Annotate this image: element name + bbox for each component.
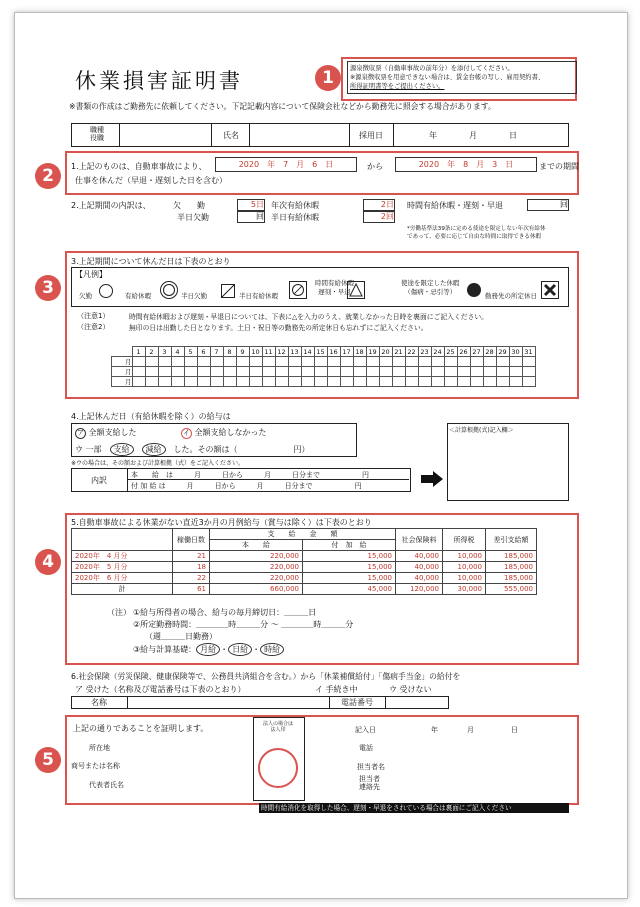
calendar-cell[interactable]	[223, 357, 236, 367]
calendar-cell[interactable]	[431, 367, 444, 377]
calendar-cell[interactable]	[392, 367, 405, 377]
calendar-cell[interactable]	[392, 357, 405, 367]
calendar-cell[interactable]	[301, 377, 314, 387]
calendar-cell[interactable]	[366, 377, 379, 387]
section3-lead: 3.上記期間について休んだ日は下表のとおり	[71, 257, 231, 266]
calendar-day-header: 18	[353, 347, 366, 357]
calendar-cell[interactable]	[262, 367, 275, 377]
footer-bar: 時間有給消化を取得した場合、遅刻・早退をされている場合は裏面にご記入ください	[259, 803, 569, 813]
calendar	[111, 346, 536, 387]
seal-circle[interactable]	[258, 748, 298, 788]
calendar-cell[interactable]	[184, 377, 197, 387]
name-label: 氏名	[223, 131, 239, 140]
calendar-cell[interactable]	[327, 367, 340, 377]
section4-lead: 4.上記休んだ日（有給休暇を除く）の給与は	[71, 412, 231, 421]
calendar-day-header: 2	[145, 347, 158, 357]
calendar-day-header: 24	[431, 347, 444, 357]
calendar-cell[interactable]	[288, 377, 301, 387]
form-page: 休業損害証明書 1 源泉徴収票（自動車事故の前年分）を添付してください。 ※源泉徴収票を用意できない場合は、賃金台帳の写し、雇用契約書、 所得証明書等をご提出ください。 ※書類の作成はご勤務先に依頼してください。下記記載内容について保険会社などから勤務先に照会する場合があります。 職種 役職 氏名 採用日 年 月 日 2 1.上記のものは、自動車事故により、 2020 年 7 月 6 日 から 2020 年 8 月 3 日 までの期間 仕事を休んだ（早退・遅刻した日を含む） 2.上記期間の内訳は、 欠 勤 5日 半日欠勤 回 年次有給休暇 2日 半日有給休暇 2回 時間有給休暇・遅刻・早退 回 *労働基準法39条に定める使途を限定しない年次有給休 であって、必要に応じて自由な時間に取得できる休暇 3 3.上記期間について休んだ日は下表のとおり 【凡例】 欠勤 有給休暇 半日欠勤 半日有給休暇 時間有給休暇 遅刻・早退 使途を限定した休暇 （傷病・忌引等） 勤務先の所定休日 （注意1） 時間有給休暇および遅刻・早退日については、下表に△を入力のうえ、就業しなかった日時を裏面にご記入ください。 （注意2） 無印の日は出勤した日となります。土日・祝日等の勤務先の所定休日も忘れずにご記入ください。 1 2 3 4 5 6 7 8 9 10 11 12 13 14 15 16 17 18 19 20 21 22 23 24 25 26 27 28 29 30 31 月 月 月 4.上記休んだ日（有給休暇を除く）の給与は ア 全額支給した イ 全額支給しなかった ウ 一部 支給 減給 した。その額は（ 円） ※ウの場合は、その額および計算根拠（式）をご記入ください。 内訳 本 給 は 月 日から 月 日分まで 円 付 加 給 は 月 日から 月 日分まで 円 ＜計算根拠(式)記入欄＞ 4 5.自動車事故による休業がない直近3か月の月例給与（賞与は除く）は下表のとおり 稼働日数 支 給 金 額 社会保険料 所得税 差引支給額 本 給 付 加 給 2020年 4 月分 21 220,000 15,000 40,000 10,000 185,000 2020年 5 月分 18 220,000 15,000 40,000 10,000 185,000 2020年 6 月分 22 220,000 15,000 40,000 10,000 185,000 計 61 660,000 45,000 120,000 30,000 555,000 （注） ①給与所得者の場合、給与の毎月締切日：＿＿＿日 ②所定勤務時間：＿＿＿＿時＿＿＿分 ～ ＿＿＿＿時＿＿＿分 （週＿＿＿日勤務） ③給与計算基礎： 月給 ・ 日給 ・ 時給 6.社会保険（労災保険、健康保険等で、公務員共済組合を含む。）から「休業補償給付」「傷病手当金」の給付を ア 受けた（名称及び電話番号は下表のとおり） イ 手続き中 ウ 受けない 名称 電話番号 5 上記の通りであることを証明します。 所在地 商号または名称 代表者氏名 法人の場合は 法人印 記入日 年 月 日 電話 担当者名 担当者 連絡先 時間有給消化を取得した場合、遅刻・早退をされている場合は裏面にご記入ください	[14, 12, 628, 899]
salary-cell-extra[interactable]: 15,000	[303, 551, 396, 562]
calendar-cell[interactable]	[353, 377, 366, 387]
calendar-day-header: 31	[522, 347, 535, 357]
month-label: 月	[112, 367, 133, 377]
calendar-day-header: 25	[444, 347, 457, 357]
calendar-cell[interactable]	[392, 377, 405, 387]
absence-legend-icon	[99, 284, 113, 298]
calendar-cell[interactable]	[210, 357, 223, 367]
half-absence[interactable]: 回	[237, 211, 265, 223]
salary-cell-month[interactable]: 2020年 6 月分	[72, 573, 173, 584]
calendar-cell[interactable]	[327, 357, 340, 367]
salary-row	[72, 562, 537, 573]
special-leave-legend-icon	[467, 283, 481, 297]
calendar-cell[interactable]	[197, 377, 210, 387]
calendar-cell[interactable]	[483, 367, 496, 377]
calendar-cell[interactable]	[470, 357, 483, 367]
calendar-cell[interactable]	[249, 367, 262, 377]
calendar-day-header: 4	[171, 347, 184, 357]
calendar-cell[interactable]	[379, 367, 392, 377]
section6-lead: 6.社会保険（労災保険、健康保険等で、公務員共済組合を含む。）から「休業補償給付」「傷病手当金」の給付を	[71, 672, 461, 681]
calendar-day-header: 21	[392, 347, 405, 357]
salary-cell-net[interactable]: 185,000	[486, 573, 537, 584]
salary-row	[72, 573, 537, 584]
calendar-cell[interactable]	[457, 377, 470, 387]
calendar-cell[interactable]	[184, 357, 197, 367]
calendar-day-header: 7	[210, 347, 223, 357]
calendar-day-header: 17	[340, 347, 353, 357]
holiday-legend-icon	[541, 281, 559, 299]
calendar-day-header: 23	[418, 347, 431, 357]
calendar-cell[interactable]	[418, 377, 431, 387]
calendar-cell[interactable]	[158, 367, 171, 377]
salary-cell-extra[interactable]: 15,000	[303, 562, 396, 573]
calendar-cell[interactable]	[327, 377, 340, 387]
calendar-cell[interactable]	[444, 377, 457, 387]
section1-from[interactable]: 2020 年 7 月 6 日	[215, 157, 357, 172]
salary-cell-tax[interactable]: 10,000	[443, 562, 486, 573]
calendar-cell[interactable]	[132, 357, 145, 367]
calendar-cell[interactable]	[132, 377, 145, 387]
calendar-cell[interactable]	[197, 357, 210, 367]
calendar-day-header: 16	[327, 347, 340, 357]
section6-c[interactable]: ウ 受けない	[389, 685, 432, 694]
calendar-cell[interactable]	[314, 357, 327, 367]
calendar-cell[interactable]	[171, 357, 184, 367]
calendar-day-header: 19	[366, 347, 379, 357]
badge-5: 5	[35, 747, 61, 773]
absence-days[interactable]: 5日	[237, 199, 265, 211]
calendar-cell[interactable]	[171, 367, 184, 377]
calendar-cell[interactable]	[444, 367, 457, 377]
calendar-cell[interactable]	[301, 357, 314, 367]
section2-note: *労働基準法39条に定める使途を限定しない年次有給休 であって、必要に応じて自由な時間に取得できる休暇	[407, 226, 546, 240]
calendar-cell[interactable]	[366, 367, 379, 377]
salary-cell-social[interactable]: 40,000	[396, 573, 443, 584]
salary-cell-base[interactable]: 220,000	[210, 573, 303, 584]
calendar-cell[interactable]	[145, 377, 158, 387]
calendar-cell[interactable]	[275, 377, 288, 387]
salary-cell-days[interactable]: 22	[173, 573, 210, 584]
calendar-cell[interactable]	[288, 367, 301, 377]
calendar-cell[interactable]	[405, 377, 418, 387]
calendar-day-header: 8	[223, 347, 236, 357]
calendar-day-header: 22	[405, 347, 418, 357]
calendar-cell[interactable]	[262, 357, 275, 367]
salary-cell-tax[interactable]: 10,000	[443, 551, 486, 562]
salary-cell-days[interactable]: 18	[173, 562, 210, 573]
calendar-cell[interactable]	[353, 367, 366, 377]
half-absence-legend-icon	[221, 284, 235, 298]
calendar-cell[interactable]	[236, 377, 249, 387]
badge-1: 1	[315, 65, 341, 91]
calendar-cell[interactable]	[145, 357, 158, 367]
hourly-count[interactable]: 回	[527, 199, 569, 211]
calendar-day-header: 13	[288, 347, 301, 357]
notice-text: 源泉徴収票（自動車事故の前年分）を添付してください。 ※源泉徴収票を用意できない場合は、賃金台帳の写し、雇用契約書、 所得証明書等をご提出ください。	[347, 61, 577, 94]
calendar-cell[interactable]	[158, 357, 171, 367]
salary-cell-base[interactable]: 220,000	[210, 551, 303, 562]
salary-row	[72, 551, 537, 562]
calendar-cell[interactable]	[184, 367, 197, 377]
calendar-cell[interactable]	[444, 357, 457, 367]
month-label: 月	[112, 377, 133, 387]
calendar-day-header: 1	[132, 347, 145, 357]
calendar-cell[interactable]	[275, 357, 288, 367]
calendar-cell[interactable]	[132, 367, 145, 377]
calendar-cell[interactable]	[431, 377, 444, 387]
calendar-cell[interactable]	[223, 367, 236, 377]
calendar-day-header: 10	[249, 347, 262, 357]
calendar-day-header: 5	[184, 347, 197, 357]
calendar-cell[interactable]	[457, 367, 470, 377]
post-label: 職種 役職	[90, 126, 104, 142]
salary-cell-social[interactable]: 40,000	[396, 562, 443, 573]
salary-cell-month[interactable]: 2020年 4 月分	[72, 551, 173, 562]
calendar-cell[interactable]	[249, 377, 262, 387]
half-paid-count[interactable]: 2回	[363, 211, 395, 223]
calendar-cell[interactable]	[158, 377, 171, 387]
calendar-cell[interactable]	[145, 367, 158, 377]
salary-table: 稼働日数 支 給 金 額 社会保険料 所得税 差引支給額 本 給 付 加 給 2020年 4 月分 21 220,000 15,000 40,000 10,000 185,000 2020年 5 月分 18 220,000 15,000 40,000 10,000 185,000 2020年 6 月分 22 220,000 15,000 40,000 10,000 185,000 計 61 660,000 45,000 120,000 30,000 555,000	[71, 528, 537, 595]
calendar-cell[interactable]	[457, 357, 470, 367]
half-paid-legend-icon	[289, 281, 307, 299]
calendar-day-header: 11	[262, 347, 275, 357]
calendar-cell[interactable]	[366, 357, 379, 367]
badge-2: 2	[35, 163, 61, 189]
calendar-cell[interactable]	[223, 377, 236, 387]
calendar-cell[interactable]	[418, 367, 431, 377]
calendar-cell[interactable]	[522, 367, 535, 377]
calendar-cell[interactable]	[197, 367, 210, 377]
calendar-cell[interactable]	[210, 377, 223, 387]
calendar-cell[interactable]	[470, 367, 483, 377]
calendar-cell[interactable]	[210, 367, 223, 377]
section1-to[interactable]: 2020 年 8 月 3 日	[395, 157, 537, 172]
calendar-cell[interactable]	[509, 367, 522, 377]
salary-cell-base[interactable]: 220,000	[210, 562, 303, 573]
calendar-day-header: 14	[301, 347, 314, 357]
calendar-cell[interactable]	[314, 377, 327, 387]
calendar-day-header: 26	[457, 347, 470, 357]
calendar-cell[interactable]	[236, 357, 249, 367]
calendar-cell[interactable]	[340, 367, 353, 377]
badge-3: 3	[35, 275, 61, 301]
header-row	[71, 123, 569, 147]
calendar-cell[interactable]	[496, 357, 509, 367]
option-a[interactable]: ア 全額支給した	[77, 428, 137, 437]
section1-lead: 1.上記のものは、自動車事故により、	[71, 162, 207, 171]
calendar-cell[interactable]	[483, 357, 496, 367]
top-note: ※書類の作成はご勤務先に依頼してください。下記記載内容について保険会社などから勤務先に照会する場合があります。	[69, 102, 496, 111]
section6-a[interactable]: ア 受けた（名称及び電話番号は下表のとおり）	[75, 685, 246, 694]
calendar-day-header: 15	[314, 347, 327, 357]
arrow-icon	[421, 471, 443, 491]
calendar-cell[interactable]	[496, 377, 509, 387]
calendar-day-header: 30	[509, 347, 522, 357]
calendar-cell[interactable]	[288, 357, 301, 367]
calendar-cell[interactable]	[236, 367, 249, 377]
calendar-cell[interactable]	[483, 377, 496, 387]
calendar-cell[interactable]	[470, 377, 483, 387]
calendar-day-header: 3	[158, 347, 171, 357]
calendar-cell[interactable]	[262, 377, 275, 387]
section6-b[interactable]: イ 手続き中	[315, 685, 358, 694]
option-c[interactable]: ウ 一部 支給 減給 した。その額は（ 円）	[75, 445, 310, 454]
salary-cell-extra[interactable]: 15,000	[303, 573, 396, 584]
calendar-day-header: 12	[275, 347, 288, 357]
calendar-day-header: 6	[197, 347, 210, 357]
calendar-cell[interactable]	[522, 357, 535, 367]
calendar-cell[interactable]	[301, 367, 314, 377]
salary-cell-net[interactable]: 185,000	[486, 551, 537, 562]
month-label: 月	[112, 357, 133, 367]
salary-cell-net[interactable]: 185,000	[486, 562, 537, 573]
badge-4: 4	[35, 549, 61, 575]
section2-lead: 2.上記期間の内訳は、	[71, 201, 151, 210]
paid-leave-legend-icon	[163, 284, 175, 296]
calendar-day-header: 20	[379, 347, 392, 357]
section5-lead: 5.自動車事故による休業がない直近3か月の月例給与（賞与は除く）は下表のとおり	[71, 518, 372, 527]
form-title: 休業損害証明書	[75, 69, 243, 93]
calendar-cell[interactable]	[405, 357, 418, 367]
calendar-cell[interactable]	[275, 367, 288, 377]
salary-cell-month[interactable]: 2020年 5 月分	[72, 562, 173, 573]
calendar-cell[interactable]	[431, 357, 444, 367]
calendar-cell[interactable]	[314, 367, 327, 377]
calendar-cell[interactable]	[418, 357, 431, 367]
calendar-day-header: 27	[470, 347, 483, 357]
option-b[interactable]: イ 全額支給しなかった	[183, 428, 267, 437]
calendar-day-header: 29	[496, 347, 509, 357]
calendar-cell[interactable]	[379, 357, 392, 367]
hourly-legend-icon	[347, 281, 365, 299]
calendar-cell[interactable]	[171, 377, 184, 387]
calendar-cell[interactable]	[353, 357, 366, 367]
salary-cell-social[interactable]: 40,000	[396, 551, 443, 562]
calc-box[interactable]	[447, 423, 569, 501]
salary-cell-days[interactable]: 21	[173, 551, 210, 562]
calendar-cell[interactable]	[522, 377, 535, 387]
calendar-day-header: 9	[236, 347, 249, 357]
total-row: 計 61 660,000 45,000 120,000 30,000 555,000	[72, 584, 537, 595]
calendar-cell[interactable]	[340, 377, 353, 387]
calendar-cell[interactable]	[509, 377, 522, 387]
calendar-cell[interactable]	[509, 357, 522, 367]
calendar-cell[interactable]	[340, 357, 353, 367]
calendar-cell[interactable]	[249, 357, 262, 367]
calendar-cell[interactable]	[496, 367, 509, 377]
salary-cell-tax[interactable]: 10,000	[443, 573, 486, 584]
paid-leave-days[interactable]: 2日	[363, 199, 395, 211]
hire-date-label: 採用日	[359, 131, 383, 140]
calendar-cell[interactable]	[405, 367, 418, 377]
calendar-cell[interactable]	[379, 377, 392, 387]
calendar-day-header: 28	[483, 347, 496, 357]
